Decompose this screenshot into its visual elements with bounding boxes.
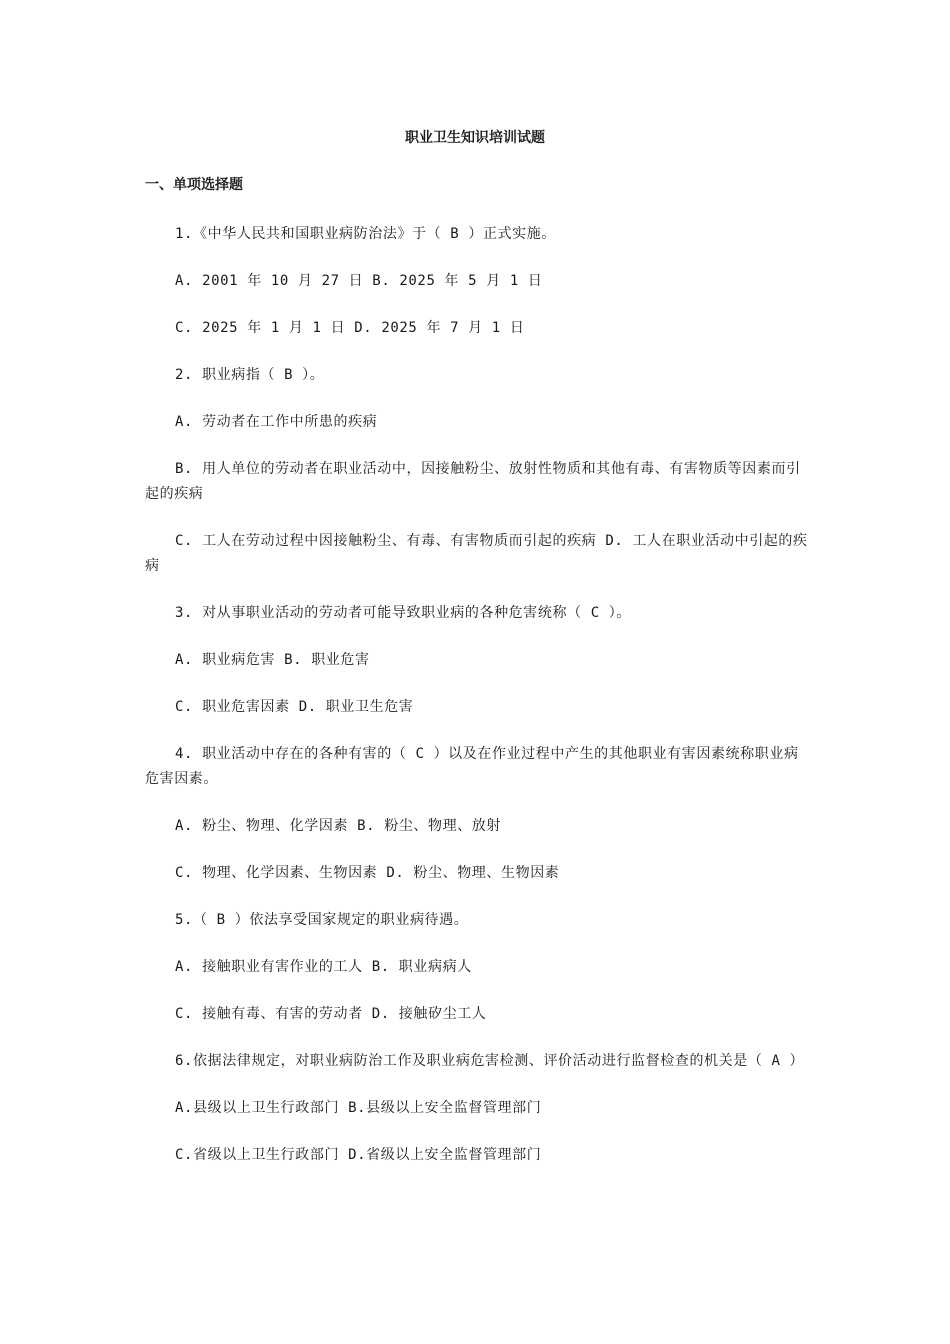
question-2-option-b: B. 用人单位的劳动者在职业活动中，因接触粉尘、放射性物质和其他有毒、有害物质等因素而引起的疾病 <box>145 461 801 502</box>
section-heading: 一、单项选择题 <box>145 177 243 193</box>
question-5: 5.（ B ）依法享受国家规定的职业病待遇。 <box>175 912 469 928</box>
question-4-options-cd: C. 物理、化学因素、生物因素 D. 粉尘、物理、生物因素 <box>175 865 560 881</box>
question-5-options-cd: C. 接触有毒、有害的劳动者 D. 接触矽尘工人 <box>175 1006 487 1022</box>
document-title: 职业卫生知识培训试题 <box>405 130 545 146</box>
question-1-options-ab: A. 2001 年 10 月 27 日 B. 2025 年 5 月 1 日 <box>175 273 543 289</box>
question-2: 2. 职业病指（ B ）。 <box>175 367 325 383</box>
question-3-options-cd: C. 职业危害因素 D. 职业卫生危害 <box>175 699 414 715</box>
question-6-options-cd: C.省级以上卫生行政部门 D.省级以上安全监督管理部门 <box>175 1147 542 1163</box>
question-list <box>145 222 810 1190</box>
question-2-option-a: A. 劳动者在工作中所患的疾病 <box>175 414 378 430</box>
question-1-options-cd: C. 2025 年 1 月 1 日 D. 2025 年 7 月 1 日 <box>175 320 525 336</box>
question-1: 1.《中华人民共和国职业病防治法》于（ B ）正式实施。 <box>175 226 556 242</box>
question-3: 3. 对从事职业活动的劳动者可能导致职业病的各种危害统称（ C ）。 <box>175 605 631 621</box>
question-3-options-ab: A. 职业病危害 B. 职业危害 <box>175 652 370 668</box>
question-4-options-ab: A. 粉尘、物理、化学因素 B. 粉尘、物理、放射 <box>175 818 501 834</box>
question-5-options-ab: A. 接触职业有害作业的工人 B. 职业病病人 <box>175 959 472 975</box>
question-6-options-ab: A.县级以上卫生行政部门 B.县级以上安全监督管理部门 <box>175 1100 542 1116</box>
question-4: 4. 职业活动中存在的各种有害的（ C ）以及在作业过程中产生的其他职业有害因素统称职业病危害因素。 <box>145 746 799 787</box>
question-6: 6.依据法律规定，对职业病防治工作及职业病危害检测、评价活动进行监督检查的机关是（ A ） <box>175 1053 805 1069</box>
question-2-options-cd: C. 工人在劳动过程中因接触粉尘、有毒、有害物质而引起的疾病 D. 工人在职业活动中引起的疾病 <box>145 533 808 574</box>
